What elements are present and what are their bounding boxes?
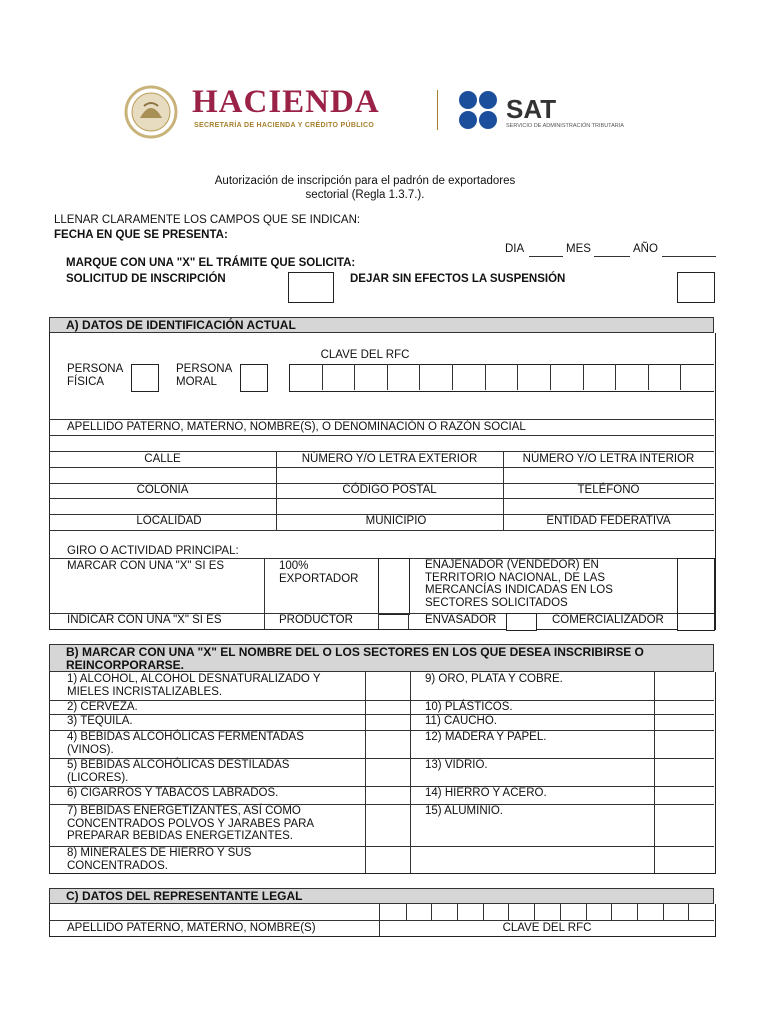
sector-item-left-line: CONCENTRADOS POLVOS Y JARABES PARA [67, 817, 315, 830]
rep-rfc-cell-divider [637, 904, 638, 920]
section-b-title-line2: REINCORPORARSE. [66, 658, 185, 672]
calle-top-line [49, 451, 714, 452]
comercializador-label: COMERCIALIZADOR [552, 614, 664, 626]
dia-label: DIA [505, 243, 525, 255]
enajenador-line3: MERCANCÍAS INDICADAS EN LOS [425, 584, 613, 596]
rep-rfc-cell-divider [431, 904, 432, 920]
logo-divider [437, 90, 438, 130]
sector-item-right: 15) ALUMINIO. [425, 805, 503, 817]
sector-item-right: 14) HIERRO Y ACERO. [425, 787, 547, 799]
form-title-line2: sectorial (Regla 1.3.7.). [305, 189, 425, 201]
sector-item-left-line: 2) CERVEZA. [67, 701, 138, 713]
comercializador-checkbox[interactable] [677, 613, 715, 631]
calle-input-line[interactable] [49, 467, 714, 468]
persona-fisica-checkbox[interactable] [131, 364, 159, 392]
rep-rfc-cell-divider [663, 904, 664, 920]
envasador-checkbox[interactable] [506, 613, 537, 631]
localidad-label: LOCALIDAD [136, 515, 202, 527]
rfc-cell-divider [517, 364, 518, 390]
sector-checkbox-left[interactable] [366, 730, 410, 758]
section-b-header [49, 644, 714, 672]
rfc-cell-divider [452, 364, 453, 390]
exportador-line2: EXPORTADOR [279, 573, 359, 585]
mes-label: MES [566, 243, 591, 255]
sector-checkbox-right[interactable] [655, 758, 713, 786]
rep-clave-rfc-label: CLAVE DEL RFC [502, 922, 592, 934]
b-div-middle [410, 672, 411, 873]
num-int-label: NÚMERO Y/O LETRA INTERIOR [522, 453, 695, 465]
giro-label: GIRO O ACTIVIDAD PRINCIPAL: [67, 545, 239, 557]
sector-checkbox-left[interactable] [366, 758, 410, 786]
rfc-cell-divider [550, 364, 551, 390]
num-ext-label: NÚMERO Y/O LETRA EXTERIOR [301, 453, 478, 465]
productor-label: PRODUCTOR [279, 614, 353, 626]
rep-apellido-label: APELLIDO PATERNO, MATERNO, NOMBRE(S) [67, 922, 316, 934]
sector-item-right: 9) ORO, PLATA Y COBRE. [425, 673, 563, 685]
persona-moral-label [176, 363, 232, 389]
solicitud-checkbox[interactable] [288, 272, 334, 303]
col-divider-2 [503, 451, 504, 530]
sector-item-left-line: 4) BEBIDAS ALCOHÓLICAS FERMENTADAS [67, 731, 304, 743]
enajenador-line1: ENAJENADOR (VENDEDOR) EN [425, 559, 599, 571]
apellido-label: APELLIDO PATERNO, MATERNO, NOMBRE(S), O DENOMINACIÓN O RAZÓN SOCIAL [67, 421, 526, 433]
colonia-label: COLONIA [136, 484, 189, 496]
sector-item-left [67, 701, 362, 714]
calle-label: CALLE [144, 453, 181, 465]
rep-rfc-cell-divider [560, 904, 561, 920]
productor-box-div[interactable] [378, 613, 379, 629]
sector-item-right: 11) CAUCHO. [425, 715, 497, 727]
logo-header [120, 84, 665, 140]
rfc-cell-divider [583, 364, 584, 390]
sector-item-left-line: PREPARAR BEBIDAS ENERGETIZANTES. [67, 830, 294, 842]
entidad-label: ENTIDAD FEDERATIVA [546, 515, 671, 527]
indicar-si-es-label: INDICAR CON UNA "X" SI ES [67, 614, 222, 626]
apellido-top-line [49, 419, 714, 420]
sector-checkbox-left[interactable] [366, 786, 410, 804]
anio-label: AÑO [633, 243, 658, 255]
section-c-title: C) DATOS DEL REPRESENTANTE LEGAL [66, 889, 303, 903]
telefono-label: TELÉFONO [577, 484, 640, 496]
productor-box-div-2 [408, 613, 409, 629]
sat-dots-icon [458, 90, 502, 130]
rep-rfc-cell-divider [483, 904, 484, 920]
sector-item-left-line: CONCENTRADOS. [67, 859, 168, 872]
exportador-label [279, 560, 358, 586]
rfc-cell-divider [648, 364, 649, 390]
sector-checkbox-right[interactable] [655, 786, 713, 804]
sector-item-left [67, 847, 362, 872]
sector-item-left-line: MIELES INCRISTALIZABLES. [67, 685, 223, 698]
anio-field[interactable] [662, 256, 716, 257]
rep-rfc-cell-divider [611, 904, 612, 920]
sector-item-left-line: 8) MINERALES DE HIERRO Y SUS [67, 847, 252, 859]
rep-rfc-cell-divider [406, 904, 407, 920]
colonia-input-line[interactable] [49, 498, 714, 499]
municipio-label: MUNICIPIO [365, 515, 427, 527]
persona-fisica-line2: FÍSICA [67, 376, 105, 388]
sat-subtitle: SERVICIO DE ADMINISTRACIÓN TRIBUTARIA [506, 123, 624, 129]
section-c-header [49, 888, 714, 904]
apellido-input-line[interactable] [49, 435, 714, 436]
sector-item-right: 12) MADERA Y PAPEL. [425, 731, 547, 743]
rep-rfc-cell-divider [534, 904, 535, 920]
fill-instruction: LLENAR CLARAMENTE LOS CAMPOS QUE SE INDICAN: [54, 214, 361, 226]
giro-div-1 [264, 558, 265, 629]
rep-rfc-cell-divider [586, 904, 587, 920]
exportador-checkbox[interactable] [378, 558, 410, 615]
section-a-header [49, 317, 714, 333]
rep-rfc-cell-divider [688, 904, 689, 920]
sector-item-left [67, 715, 362, 728]
sector-item-left-line: 3) TEQUILA. [67, 715, 133, 727]
section-a-title: A) DATOS DE IDENTIFICACIÓN ACTUAL [66, 318, 296, 332]
cp-label: CÓDIGO POSTAL [342, 484, 437, 496]
hacienda-title: HACIENDA [192, 84, 380, 120]
sector-item-left-line: (LICORES). [67, 771, 129, 784]
sector-item-right: 13) VIDRIO. [425, 759, 488, 771]
persona-moral-checkbox[interactable] [240, 364, 268, 392]
sector-item-left-line: 5) BEBIDAS ALCOHÓLICAS DESTILADAS [67, 759, 290, 771]
localidad-bottom-line [49, 530, 714, 531]
rep-rfc-cell-divider [508, 904, 509, 920]
sector-item-left [67, 805, 362, 843]
form-title [190, 174, 540, 202]
rfc-input-grid[interactable] [289, 364, 714, 392]
sector-item-left [67, 787, 362, 800]
sector-checkbox-right[interactable] [655, 700, 713, 714]
sector-item-left-line: 7) BEBIDAS ENERGETIZANTES, ASÍ COMO [67, 805, 301, 817]
mes-field[interactable] [594, 256, 630, 257]
sector-item-left-line: (VINOS). [67, 743, 114, 756]
sector-checkbox-right[interactable] [655, 846, 713, 873]
enajenador-label [425, 559, 613, 609]
hacienda-subtitle: SECRETARÍA DE HACIENDA Y CRÉDITO PÚBLICO [194, 122, 375, 129]
sector-checkbox-left[interactable] [366, 804, 410, 846]
sector-checkbox-right[interactable] [655, 672, 713, 700]
sector-checkbox-left[interactable] [366, 700, 410, 714]
exportador-line1: 100% [279, 560, 309, 572]
sector-checkbox-left[interactable] [366, 714, 410, 730]
sector-item-left [67, 759, 362, 784]
sector-checkbox-left[interactable] [366, 846, 410, 873]
mexico-eagle-seal-icon [120, 84, 182, 140]
marque-label: MARQUE CON UNA "X" EL TRÁMITE QUE SOLICITA: [66, 257, 356, 269]
fecha-label: FECHA EN QUE SE PRESENTA: [54, 229, 228, 241]
col-divider-1 [276, 451, 277, 530]
form-title-line1: Autorización de inscripción para el padrón de exportadores [214, 175, 516, 187]
rfc-cell-divider [419, 364, 420, 390]
clave-rfc-label: CLAVE DEL RFC [320, 349, 410, 361]
sector-checkbox-right[interactable] [655, 804, 713, 846]
rfc-cell-divider [680, 364, 681, 390]
marcar-si-es-label: MARCAR CON UNA "X" SI ES [67, 560, 225, 572]
rfc-cell-divider [322, 364, 323, 390]
rfc-cell-divider [615, 364, 616, 390]
sector-checkbox-right[interactable] [655, 714, 713, 730]
dejar-checkbox[interactable] [677, 272, 715, 303]
enajenador-checkbox[interactable] [677, 558, 715, 615]
rfc-cell-divider [387, 364, 388, 390]
sector-checkbox-right[interactable] [655, 730, 713, 758]
rep-rfc-cell-divider [457, 904, 458, 920]
sector-item-left [67, 731, 362, 756]
enajenador-line2: TERRITORIO NACIONAL, DE LAS [425, 571, 605, 584]
enajenador-line4: SECTORES SOLICITADOS [425, 596, 568, 609]
sector-checkbox-left[interactable] [366, 672, 410, 700]
rep-input-line[interactable] [49, 920, 714, 921]
sector-item-left-line: 6) CIGARROS Y TABACOS LABRADOS. [67, 787, 279, 799]
dia-field[interactable] [529, 256, 563, 257]
sector-item-left [67, 673, 362, 698]
persona-fisica-line1: PERSONA [67, 363, 124, 375]
sector-item-right: 10) PLÁSTICOS. [425, 701, 513, 713]
sector-item-left-line: 1) ALCOHOL, ALCOHOL DESNATURALIZADO Y [67, 673, 321, 685]
persona-fisica-label [67, 363, 123, 389]
section-b-title-line1: B) MARCAR CON UNA "X" EL NOMBRE DEL O LOS SECTORES EN LOS QUE DESEA INSCRIBIRSE O [66, 645, 644, 659]
solicitud-label: SOLICITUD DE INSCRIPCIÓN [66, 273, 226, 285]
envasador-label: ENVASADOR [425, 614, 497, 626]
persona-moral-line2: MORAL [176, 376, 217, 388]
dejar-label: DEJAR SIN EFECTOS LA SUSPENSIÓN [350, 273, 566, 285]
sat-title: SAT [506, 94, 557, 124]
rfc-cell-divider [354, 364, 355, 390]
persona-moral-line1: PERSONA [176, 363, 233, 375]
rfc-cell-divider [485, 364, 486, 390]
